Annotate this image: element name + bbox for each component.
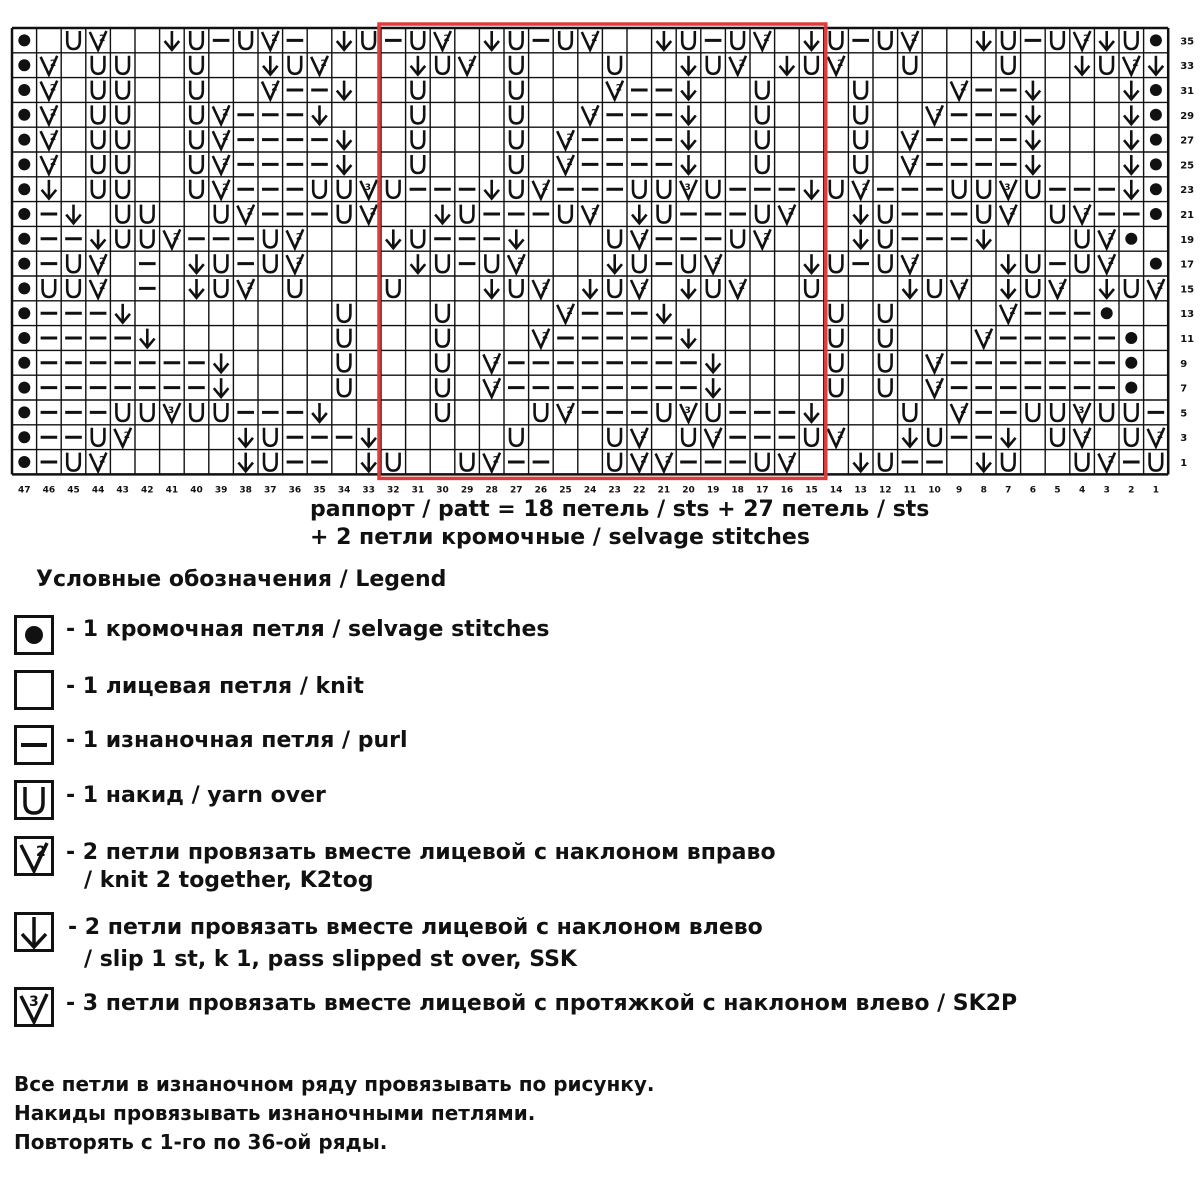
stitch-count-mark: 2 [837, 58, 844, 69]
column-label: 24 [583, 485, 597, 496]
stitch-count-mark: 2 [910, 133, 918, 144]
stitch-count-mark: 2 [222, 108, 229, 119]
column-label: 39 [214, 485, 228, 496]
stitch-count-mark: 2 [566, 306, 573, 317]
stitch-count-mark: 2 [935, 108, 942, 119]
stitch-count-mark: 2 [1009, 306, 1016, 317]
column-label: 9 [955, 485, 963, 496]
stitch-count-mark: 2 [861, 182, 868, 193]
column-label: 32 [387, 485, 400, 496]
column-label: 14 [829, 485, 843, 496]
row-label: 23 [1180, 185, 1195, 197]
stitch-count-mark: 2 [99, 257, 106, 268]
column-label: 46 [42, 485, 56, 496]
row-label: 35 [1180, 36, 1195, 48]
row-label: 7 [1180, 383, 1188, 395]
column-label: 19 [706, 485, 720, 496]
ssk-arrow-icon [14, 912, 54, 952]
column-label: 43 [116, 485, 129, 496]
column-label: 23 [608, 485, 621, 496]
stitch-count-mark: 2 [49, 83, 57, 94]
stitch-count-mark: 2 [49, 58, 57, 69]
row-label: 1 [1180, 458, 1188, 469]
selvage-stitch [18, 382, 30, 394]
stitch-count-mark: 2 [246, 282, 253, 292]
stitch-count-mark: 2 [591, 34, 598, 44]
stitch-count-mark: 2 [591, 207, 598, 218]
selvage-stitch [1150, 109, 1162, 121]
stitch-count-mark: 2 [1009, 207, 1016, 218]
column-label: 36 [288, 485, 302, 496]
empty-square-icon [14, 670, 54, 710]
stitch-count-mark: 2 [246, 207, 253, 218]
selvage-stitch [18, 59, 30, 71]
legend-label-line-2: / slip 1 st, k 1, pass slipped st over, SSK [84, 947, 577, 972]
stitch-count-mark: 2 [468, 58, 475, 69]
selvage-stitch [18, 282, 30, 294]
column-label: 21 [657, 485, 671, 496]
column-label: 10 [928, 485, 941, 496]
stitch-count-mark: 2 [787, 207, 795, 218]
stitch-count-mark: 2 [960, 406, 967, 416]
column-label: 16 [780, 485, 794, 496]
column-label: 18 [731, 485, 744, 496]
selvage-stitch [18, 332, 30, 344]
column-label: 2 [1128, 485, 1135, 496]
stitch-count-mark: 2 [99, 282, 106, 292]
repeat-caption-line-1: раппорт / patt = 18 петель / sts + 27 петель / sts [310, 497, 930, 522]
column-label: 42 [141, 485, 154, 496]
stitch-count-mark: 2 [910, 158, 918, 168]
legend-label: - 1 лицевая петля / knit [66, 674, 364, 699]
sk2p-v3-icon [14, 987, 54, 1027]
stitch-count-mark: 2 [1083, 34, 1090, 44]
stitch-count-mark: 2 [837, 430, 844, 441]
yarn-over-u-icon [14, 780, 54, 820]
row-label: 17 [1180, 259, 1195, 271]
column-label: 8 [980, 485, 987, 496]
column-label: 15 [805, 485, 818, 496]
k2tog-v2-icon [14, 836, 54, 876]
column-label: 4 [1078, 485, 1086, 496]
stitch-count-mark: 2 [541, 331, 549, 342]
selvage-stitch [1125, 332, 1137, 344]
stitch-count-mark: 2 [123, 430, 130, 441]
stitch-count-mark: 2 [960, 282, 967, 292]
row-label: 33 [1180, 61, 1195, 73]
stitch-count-mark: 3 [1004, 182, 1011, 193]
selvage-stitch [1101, 307, 1113, 319]
stitch-count-mark: 2 [492, 356, 499, 367]
stitch-count-mark: 3 [684, 182, 691, 193]
stitch-count-mark: 2 [935, 381, 942, 392]
row-label: 15 [1180, 284, 1195, 296]
column-label: 35 [313, 485, 326, 496]
stitch-count-mark: 2 [1107, 455, 1114, 466]
stitch-count-mark: 2 [566, 406, 573, 416]
stitch-count-mark: 2 [714, 430, 721, 441]
stitch-count-mark: 2 [664, 455, 672, 466]
stitch-count-mark: 2 [738, 282, 745, 292]
selvage-stitch [18, 183, 30, 195]
column-label: 29 [460, 485, 474, 496]
purl-dash-icon [14, 725, 54, 765]
row-label: 31 [1180, 86, 1195, 97]
row-label: 29 [1180, 110, 1195, 122]
column-label: 38 [239, 485, 252, 496]
selvage-stitch [18, 258, 30, 270]
stitch-count-mark: 2 [1058, 282, 1065, 292]
legend-label-line-2: / knit 2 together, K2tog [84, 868, 374, 893]
column-label: 44 [91, 485, 105, 496]
legend-label: - 2 петли провязать вместе лицевой с наклоном влево [68, 915, 763, 940]
column-label: 28 [485, 485, 498, 496]
column-label: 41 [165, 485, 179, 496]
stitch-count-mark: 2 [615, 83, 622, 94]
stitch-count-mark: 2 [566, 133, 573, 144]
row-label: 9 [1180, 358, 1188, 370]
note-line: Повторять с 1-го по 36-ой ряды. [14, 1130, 388, 1154]
selvage-stitch [1150, 34, 1162, 46]
column-label: 27 [510, 485, 523, 496]
column-label: 17 [756, 485, 769, 496]
stitch-count-mark: 2 [714, 257, 721, 268]
row-label: 13 [1180, 309, 1195, 321]
stitch-count-mark: 2 [492, 455, 499, 466]
stitch-count-mark: 2 [222, 133, 229, 144]
stitch-count-mark: 2 [984, 331, 991, 342]
row-label: 27 [1180, 135, 1195, 147]
selvage-stitch [1150, 84, 1162, 96]
legend-label: - 1 изнаночная петля / purl [66, 728, 408, 753]
selvage-stitch [1125, 357, 1137, 369]
stitch-count-mark: 2 [369, 207, 376, 218]
knitting-notes [14, 1070, 654, 1157]
column-label: 40 [190, 485, 203, 496]
stitch-count-mark: 3 [364, 182, 371, 193]
stitch-count-mark: 2 [935, 356, 942, 367]
selvage-stitch [1150, 208, 1162, 220]
stitch-count-mark: 2 [271, 83, 278, 94]
column-label: 1 [1152, 485, 1160, 496]
selvage-stitch [18, 406, 30, 418]
legend-label: - 2 петли провязать вместе лицевой с наклоном вправо [66, 840, 776, 865]
stitch-count-mark: 2 [172, 232, 180, 243]
stitch-count-mark: 2 [591, 108, 598, 119]
repeat-caption-line-2: + 2 петли кромочные / selvage stitches [310, 525, 810, 550]
selvage-stitch [18, 208, 30, 220]
stitch-count-mark: 2 [49, 158, 57, 168]
chart-grid [0, 0, 1200, 500]
legend-label: - 1 кромочная петля / selvage stitches [66, 617, 550, 642]
column-label: 37 [264, 485, 277, 496]
stitch-count-mark: 2 [295, 232, 303, 243]
stitch-count-mark: 2 [271, 34, 278, 44]
selvage-stitch [18, 158, 30, 170]
legend-label: - 3 петли провязать вместе лицевой с протяжкой с наклоном влево / SK2P [66, 991, 1018, 1016]
row-label: 3 [1180, 433, 1188, 445]
selvage-stitch [18, 109, 30, 121]
selvage-stitch [18, 34, 30, 46]
column-label: 31 [411, 485, 425, 496]
stitch-count-mark: 2 [738, 58, 745, 69]
selvage-stitch [1125, 382, 1137, 394]
stitch-count-mark: 2 [49, 108, 57, 119]
stitch-count-mark: 2 [640, 232, 647, 243]
stitch-count-mark: 3 [1078, 406, 1085, 416]
selvage-stitch [18, 456, 30, 468]
selvage-stitch [1150, 258, 1162, 270]
column-label: 22 [633, 485, 646, 496]
stitch-count-mark: 2 [763, 34, 770, 44]
selvage-stitch [18, 307, 30, 319]
column-label: 26 [534, 485, 548, 496]
selvage-stitch [18, 233, 30, 245]
stitch-count-mark: 2 [222, 182, 229, 193]
note-line: Все петли в изнаночном ряду провязывать по рисунку. [14, 1072, 655, 1096]
column-label: 30 [436, 485, 449, 496]
stitch-count-mark: 2 [443, 34, 450, 44]
stitch-count-mark: 2 [295, 257, 303, 268]
column-label: 7 [1005, 485, 1012, 496]
selvage-stitch [18, 431, 30, 443]
stitch-count-mark: 2 [1156, 282, 1164, 292]
stitch-count-mark: 2 [566, 158, 573, 168]
stitch-count-mark: 2 [1107, 232, 1114, 243]
stitch-count-mark: 2 [222, 158, 229, 168]
column-label: 6 [1029, 485, 1037, 496]
stitch-count-mark: 2 [49, 133, 57, 144]
svg-text:2: 2 [36, 844, 46, 860]
selvage-stitch [18, 84, 30, 96]
row-label: 25 [1180, 160, 1195, 172]
selvage-stitch [1125, 233, 1137, 245]
stitch-count-mark: 2 [1107, 257, 1114, 268]
stitch-count-mark: 2 [492, 381, 499, 392]
selvage-stitch [1150, 134, 1162, 146]
column-label: 34 [337, 485, 351, 496]
row-label: 11 [1180, 334, 1195, 345]
stitch-count-mark: 2 [640, 430, 647, 441]
stitch-count-mark: 2 [763, 232, 770, 243]
legend-title: Условные обозначения / Legend [36, 567, 447, 592]
note-line: Накиды провязывать изнаночными петлями. [14, 1101, 536, 1125]
row-label: 21 [1180, 210, 1195, 221]
stitch-count-mark: 2 [640, 455, 647, 466]
knitting-chart [0, 0, 1200, 500]
row-label: 5 [1180, 408, 1188, 420]
svg-text:3: 3 [29, 994, 39, 1010]
column-label: 20 [682, 485, 695, 496]
column-label: 33 [362, 485, 375, 496]
stitch-count-mark: 2 [1132, 58, 1139, 69]
column-label: 13 [854, 485, 867, 496]
stitch-count-mark: 2 [99, 34, 106, 44]
column-label: 25 [559, 485, 572, 496]
stitch-count-mark: 2 [960, 83, 967, 94]
selvage-stitch [18, 134, 30, 146]
column-label: 3 [1103, 485, 1110, 496]
stitch-count-mark: 2 [1156, 430, 1164, 441]
stitch-count-mark: 2 [99, 455, 106, 466]
stitch-count-mark: 2 [640, 282, 647, 292]
stitch-count-mark: 3 [684, 406, 691, 416]
row-label: 19 [1180, 234, 1195, 246]
stitch-count-mark: 2 [1083, 430, 1090, 441]
stitch-count-mark: 2 [541, 182, 549, 193]
stitch-count-mark: 2 [320, 58, 327, 69]
stitch-count-mark: 2 [1083, 207, 1090, 218]
selvage-stitch [1150, 158, 1162, 170]
stitch-count-mark: 2 [541, 282, 549, 292]
stitch-count-mark: 2 [517, 257, 524, 268]
stitch-count-mark: 2 [787, 455, 795, 466]
selvage-dot-icon [14, 615, 54, 655]
selvage-stitch [18, 357, 30, 369]
stitch-count-mark: 2 [910, 257, 918, 268]
stitch-count-mark: 2 [910, 34, 918, 44]
stitch-count-mark: 3 [167, 406, 175, 416]
column-label: 47 [18, 485, 31, 496]
column-label: 12 [879, 485, 892, 496]
selvage-stitch [1150, 183, 1162, 195]
column-label: 11 [903, 485, 917, 496]
column-label: 5 [1054, 485, 1061, 496]
legend-label: - 1 накид / yarn over [66, 783, 326, 808]
column-label: 45 [67, 485, 80, 496]
